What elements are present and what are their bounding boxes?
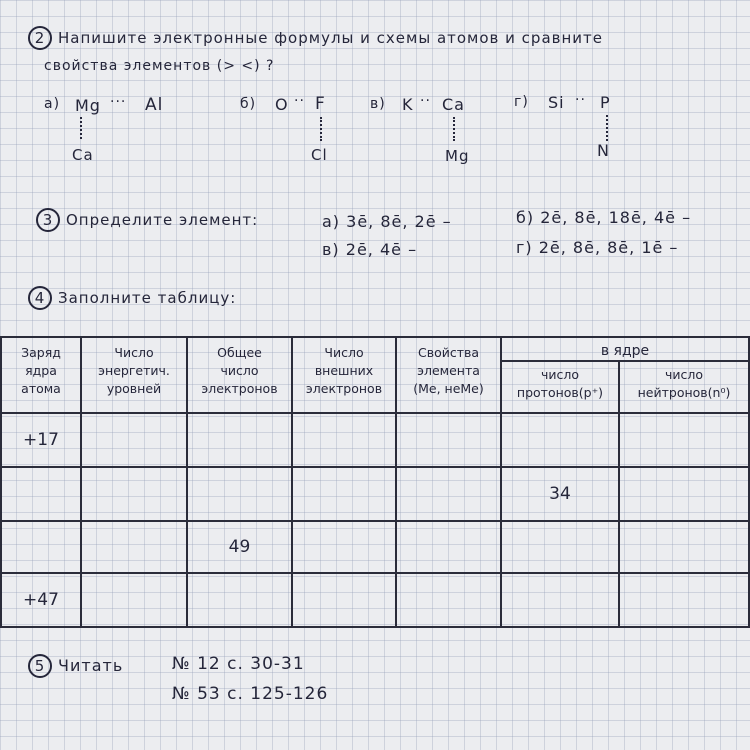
header-neutrons: число нейтронов(n⁰)	[619, 361, 749, 413]
cell-charge: +17	[1, 413, 81, 467]
item-v-label: в)	[370, 96, 386, 112]
item-a-label: а)	[44, 96, 61, 112]
table-row	[1, 413, 749, 467]
table-row	[1, 467, 749, 521]
item-a-right: Al	[145, 95, 164, 115]
task5-verb: Читать	[58, 656, 124, 675]
item-v-right: Ca	[442, 95, 465, 114]
task4-number: 4	[28, 286, 52, 310]
task3-number: 3	[36, 208, 60, 232]
cell-energy-levels	[81, 521, 187, 573]
header-energy-levels: Число энергетич. уровней	[81, 337, 187, 413]
item-g-right: P	[600, 93, 611, 112]
item-b-bond	[320, 117, 322, 141]
task3-heading	[36, 208, 258, 232]
item-g-top: Si	[548, 93, 565, 112]
item-a-bottom: Ca	[72, 146, 94, 164]
cell-properties	[396, 521, 501, 573]
cell-properties	[396, 573, 501, 627]
cell-neutrons	[619, 467, 749, 521]
item-g-sep: ··	[575, 92, 586, 108]
task5-line2: № 53 с. 125-126	[172, 684, 329, 704]
item-a-bond	[80, 117, 82, 139]
table-row	[1, 521, 749, 573]
header-total-electrons: Общее число электронов	[187, 337, 292, 413]
cell-protons: 34	[501, 467, 619, 521]
item-b-bottom: Cl	[311, 146, 328, 164]
cell-neutrons	[619, 573, 749, 627]
table-row	[1, 573, 749, 627]
task2-heading	[28, 26, 603, 50]
item-a-sep: ···	[110, 94, 127, 110]
task5-line1: № 12 с. 30-31	[172, 654, 305, 674]
header-properties: Свойства элемента (Ме, неМе)	[396, 337, 501, 413]
task4-title: Заполните таблицу:	[58, 289, 237, 307]
cell-charge	[1, 521, 81, 573]
cell-properties	[396, 413, 501, 467]
cell-charge: +47	[1, 573, 81, 627]
task3-option-a: а) 3ē, 8ē, 2ē –	[322, 212, 452, 231]
cell-protons	[501, 413, 619, 467]
task2-line1: Напишите электронные формулы и схемы атомов и сравните	[58, 29, 603, 47]
item-v-bond	[453, 117, 455, 141]
item-b-right: F	[315, 94, 326, 114]
cell-protons	[501, 573, 619, 627]
task5-heading	[28, 654, 123, 678]
cell-protons	[501, 521, 619, 573]
cell-energy-levels	[81, 467, 187, 521]
cell-total-electrons: 49	[187, 521, 292, 573]
item-b-top: O	[275, 95, 289, 114]
cell-outer-electrons	[292, 521, 396, 573]
item-g-bond	[606, 115, 608, 141]
cell-total-electrons	[187, 413, 292, 467]
task2-number: 2	[28, 26, 52, 50]
task5-number: 5	[28, 654, 52, 678]
cell-outer-electrons	[292, 467, 396, 521]
header-protons: число протонов(p⁺)	[501, 361, 619, 413]
cell-energy-levels	[81, 413, 187, 467]
header-charge: Заряд ядра атома	[1, 337, 81, 413]
item-g-label: г)	[514, 94, 529, 110]
cell-outer-electrons	[292, 573, 396, 627]
header-nucleus-group: в ядре	[501, 337, 749, 361]
cell-charge	[1, 467, 81, 521]
table-header-top	[1, 337, 749, 361]
cell-neutrons	[619, 521, 749, 573]
item-b-label: б)	[240, 96, 257, 112]
item-v-top: K	[402, 95, 414, 114]
item-b-sep: ··	[294, 93, 305, 109]
cell-total-electrons	[187, 467, 292, 521]
task2-line2: свойства элементов (> <) ?	[44, 58, 275, 74]
task4-heading	[28, 286, 236, 310]
item-v-bottom: Mg	[445, 147, 470, 165]
cell-properties	[396, 467, 501, 521]
cell-total-electrons	[187, 573, 292, 627]
cell-neutrons	[619, 413, 749, 467]
item-g-bottom: N	[597, 141, 610, 160]
task3-option-b: б) 2ē, 8ē, 18ē, 4ē –	[516, 208, 692, 227]
item-a-top: Mg	[75, 96, 101, 115]
cell-energy-levels	[81, 573, 187, 627]
task3-title: Определите элемент:	[66, 211, 259, 229]
task3-option-g: г) 2ē, 8ē, 8ē, 1ē –	[516, 238, 679, 257]
cell-outer-electrons	[292, 413, 396, 467]
task3-option-v: в) 2ē, 4ē –	[322, 240, 418, 259]
data-table	[0, 336, 750, 628]
item-v-sep: ··	[420, 93, 431, 109]
header-outer-electrons: Число внешних электронов	[292, 337, 396, 413]
